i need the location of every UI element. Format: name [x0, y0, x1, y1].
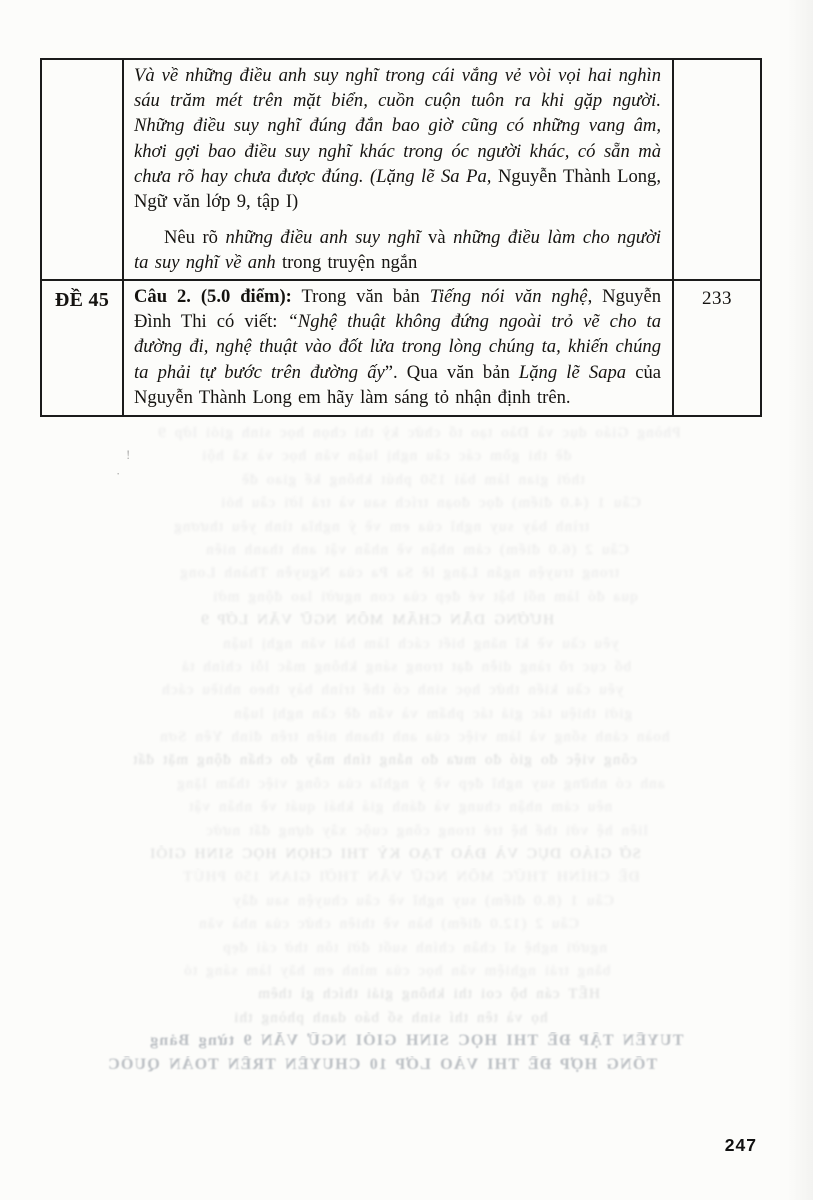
- text-run: ”. Qua văn bản: [384, 361, 519, 383]
- text-run: những điều làm cho người ta suy nghĩ về anh: [134, 227, 661, 274]
- exam-label-cell: [41, 59, 123, 280]
- page-ref: 233: [702, 288, 732, 309]
- bleed-through-line: anh có những suy nghĩ đẹp về ý nghĩa của công việc thầm lặng: [176, 775, 665, 792]
- page-ref-cell: [673, 59, 761, 280]
- task-paragraph: [134, 225, 661, 275]
- bleed-through-line: qua đó làm nổi bật vẻ đẹp của con người lao động mới: [211, 588, 638, 605]
- bleed-through-line: liên hệ với thế hệ trẻ trong công cuộc xây dựng đất nước: [205, 822, 648, 839]
- exam-label: ĐỀ 45: [54, 289, 110, 311]
- page-ref: [674, 60, 760, 67]
- text-run: Trong văn bản: [291, 286, 430, 307]
- text-run: Câu 2. (5.0 điểm):: [134, 286, 292, 307]
- bleed-through-line: công việc đo gió đo mưa đo nắng tính mây đo chấn động mặt đất: [132, 752, 637, 769]
- scan-speck: ·: [116, 466, 121, 481]
- bleed-through-line: Câu 2 (12.0 điểm) bàn về thiên chức của nhà văn: [198, 916, 579, 933]
- scan-speck: !: [126, 447, 131, 462]
- bleed-through-line: nêu cảm nhận chung và đánh giá khái quát về nhân vật: [188, 799, 613, 816]
- text-run: “Nghệ thuật không đứng ngoài trỏ vẽ cho ta đường đi, nghệ thuật vào đốt lửa trong lòng chúng ta, khiến chúng ta phải tự bước trên đường ấy: [134, 311, 662, 383]
- bleed-through-line: thời gian làm bài 150 phút không kể giao đề: [240, 471, 585, 488]
- table-row: [41, 59, 761, 280]
- table-row: [41, 280, 761, 416]
- bleed-through-line: bố cục rõ ràng diễn đạt trong sáng không mắc lỗi chính tả: [181, 658, 632, 675]
- text-run: trong truyện ngắn: [275, 252, 418, 274]
- quote-paragraph: [134, 63, 661, 214]
- bleed-through-line: trình bày suy nghĩ của em về ý nghĩa tình yêu thương: [172, 518, 589, 535]
- page-ref-cell: [673, 280, 761, 416]
- text-run: Lặng lẽ Sapa: [518, 361, 627, 383]
- bleed-through-line: Câu 1 (8.0 điểm) suy nghĩ về câu chuyện sau đây: [231, 892, 614, 909]
- text-run: Nêu rõ: [164, 227, 226, 249]
- bleed-through-line: HƯỚNG DẪN CHẤM MÔN NGỮ VĂN LỚP 9: [199, 612, 554, 629]
- bleed-through-line: Câu 2 (6.0 điểm) cảm nhận về nhân vật anh thanh niên: [204, 541, 629, 558]
- exam-label: [42, 60, 122, 68]
- bleed-through-line: TUYỂN TẬP ĐỀ THI HỌC SINH GIỎI NGỮ VĂN 9 từng Bảng: [149, 1032, 684, 1050]
- bleed-through-line: SỞ GIÁO DỤC VÀ ĐÀO TẠO KỲ THI CHỌN HỌC SINH GIỎI: [148, 846, 641, 863]
- bleed-through-line: HẾT cán bộ coi thi không giải thích gì thêm: [257, 986, 600, 1003]
- text-run: và: [420, 227, 454, 249]
- bleed-through-line: yêu cầu kiến thức học sinh có thể trình bày theo nhiều cách: [161, 682, 624, 699]
- bleed-through-line: họ và tên thí sinh số báo danh phòng thi: [233, 1009, 548, 1026]
- bleed-through-line: TỔNG HỢP ĐỀ THI VÀO LỚP 10 CHUYÊN TRÊN TOÀN QUỐC: [107, 1055, 658, 1073]
- bleed-through-text: [0, 424, 813, 1079]
- question-paragraph: [134, 284, 661, 410]
- bleed-through-line: đề thi gồm các câu nghị luận văn học và xã hội: [201, 448, 572, 465]
- bleed-through-line: ĐỀ CHÍNH THỨC MÔN NGỮ VĂN THỜI GIAN 150 PHÚT: [181, 869, 640, 886]
- content-cell: [123, 280, 673, 416]
- text-run: Và về những điều anh suy nghĩ trong cái vắng vẻ vòi vọi hai nghìn sáu trăm mét trên mặt biển, cuồn cuộn tuôn ra khi gặp người. Những điều suy nghĩ đúng đắn bao giờ cũng có những vang âm, khơi gợi bao điều suy nghĩ khác trong óc người khác, có sẵn mà chưa rõ hay chưa được đúng. (Lặng lẽ Sa Pa,: [134, 65, 661, 187]
- bleed-through-line: bằng trải nghiệm văn học của mình em hãy làm sáng tỏ: [182, 962, 611, 979]
- content-cell: [123, 59, 673, 280]
- exam-index-table: [40, 58, 762, 417]
- exam-label-cell: [41, 280, 123, 416]
- bleed-through-line: hoàn cảnh sống và làm việc của anh thanh niên trên đỉnh Yên Sơn: [159, 729, 670, 746]
- text-run: của Nguyễn Thành Long em hãy làm sáng tỏ nhận định trên.: [134, 361, 661, 408]
- text-run: Nguyễn Thành Long, Ngữ văn lớp 9, tập I): [134, 165, 661, 213]
- text-run: những điều anh suy nghĩ: [225, 227, 421, 249]
- bleed-through-line: trong truyện ngắn Lặng lẽ Sa Pa của Nguyễn Thành Long: [178, 565, 619, 582]
- bleed-through-line: giới thiệu tác giả tác phẩm và vấn đề cần nghị luận: [232, 705, 633, 722]
- page-number: 247: [724, 1135, 757, 1155]
- bleed-through-line: người nghệ sĩ chân chính suốt đời tôn thờ cái đẹp: [222, 939, 607, 956]
- bleed-through-line: Phòng Giáo dục và Đào tạo tổ chức kỳ thi chọn học sinh giỏi lớp 9: [156, 425, 681, 441]
- text-run: , Nguyễn Đình Thi có viết:: [134, 286, 662, 333]
- bleed-through-line: yêu cầu về kĩ năng biết cách làm bài văn nghị luận: [222, 635, 619, 652]
- bleed-through-line: Câu 1 (4.0 điểm) đọc đoạn trích sau và trả lời câu hỏi: [220, 495, 641, 512]
- text-run: Tiếng nói văn nghệ: [429, 286, 588, 307]
